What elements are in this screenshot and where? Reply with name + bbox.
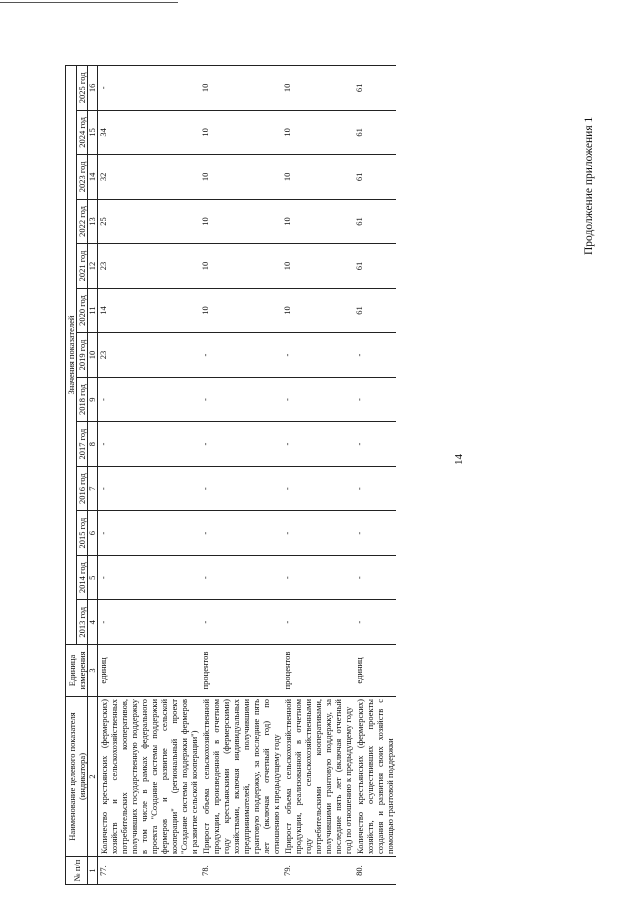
row-value: 10 bbox=[282, 288, 354, 333]
row-value: - bbox=[282, 555, 354, 600]
row-value: - bbox=[354, 333, 396, 378]
row-value: 10 bbox=[200, 199, 282, 244]
row-value: - bbox=[200, 333, 282, 378]
row-value: 10 bbox=[200, 155, 282, 200]
row-value: - bbox=[97, 422, 200, 467]
header-year: 2021 год bbox=[77, 244, 88, 289]
row-value: 34 bbox=[97, 110, 200, 155]
row-value: 14 bbox=[97, 288, 200, 333]
header-year: 2025 год bbox=[77, 66, 88, 111]
row-unit: процентов bbox=[200, 645, 282, 697]
row-value: - bbox=[200, 466, 282, 511]
row-num: 79. bbox=[282, 857, 354, 885]
header-year: 2016 год bbox=[77, 466, 88, 511]
row-unit: единиц bbox=[97, 645, 200, 697]
header-year: 2014 год bbox=[77, 555, 88, 600]
header-year: 2022 год bbox=[77, 199, 88, 244]
table-row bbox=[97, 66, 200, 885]
row-value: 10 bbox=[200, 66, 282, 111]
row-value: 61 bbox=[354, 110, 396, 155]
row-value: - bbox=[282, 600, 354, 645]
row-value: 61 bbox=[354, 199, 396, 244]
row-value: - bbox=[200, 555, 282, 600]
row-value: 10 bbox=[282, 66, 354, 111]
row-num: 77. bbox=[97, 857, 200, 885]
column-number-row bbox=[88, 66, 98, 885]
row-value: - bbox=[354, 377, 396, 422]
row-value: - bbox=[282, 511, 354, 556]
row-value: - bbox=[97, 66, 200, 111]
row-num: 80. bbox=[354, 857, 396, 885]
row-value: - bbox=[354, 555, 396, 600]
header-year: 2024 год bbox=[77, 110, 88, 155]
indicators-table bbox=[65, 65, 396, 885]
row-unit: единиц bbox=[354, 645, 396, 697]
row-value: 32 bbox=[97, 155, 200, 200]
row-value: 61 bbox=[354, 155, 396, 200]
row-value: - bbox=[354, 466, 396, 511]
page-number: 14 bbox=[453, 454, 465, 465]
row-value: 10 bbox=[200, 244, 282, 289]
row-num: 78. bbox=[200, 857, 282, 885]
row-value: - bbox=[97, 555, 200, 600]
row-value: - bbox=[200, 422, 282, 467]
row-value: - bbox=[97, 600, 200, 645]
row-value: - bbox=[200, 377, 282, 422]
row-value: 61 bbox=[354, 66, 396, 111]
row-value: 25 bbox=[97, 199, 200, 244]
header-year: 2019 год bbox=[77, 333, 88, 378]
continuation-note: Продолжение приложения 1 bbox=[583, 116, 595, 255]
row-name: Количество крестьянских (фермерских) хозяйств, осуществивших проекты создания и развития своих хозяйств с помощью грантовой поддержки bbox=[354, 697, 396, 857]
column-number: 13 bbox=[88, 199, 98, 244]
row-value: - bbox=[200, 511, 282, 556]
column-number: 2 bbox=[88, 697, 98, 857]
header-num: № п/п bbox=[66, 857, 88, 885]
row-unit: процентов bbox=[282, 645, 354, 697]
header-year: 2015 год bbox=[77, 511, 88, 556]
column-number: 12 bbox=[88, 244, 98, 289]
row-value: 10 bbox=[282, 110, 354, 155]
row-value: 10 bbox=[200, 288, 282, 333]
column-number: 3 bbox=[88, 645, 98, 697]
row-value: 10 bbox=[282, 244, 354, 289]
row-value: - bbox=[282, 422, 354, 467]
row-value: - bbox=[282, 466, 354, 511]
row-value: - bbox=[97, 466, 200, 511]
column-number: 10 bbox=[88, 333, 98, 378]
row-value: 10 bbox=[282, 199, 354, 244]
row-value: - bbox=[200, 600, 282, 645]
header-values-group: Значения показателей bbox=[66, 66, 77, 645]
header-year: 2020 год bbox=[77, 288, 88, 333]
table-row bbox=[354, 66, 396, 885]
row-value: - bbox=[97, 377, 200, 422]
header-unit: Единица измерения bbox=[66, 645, 88, 697]
row-name: Количество крестьянских (фермерских) хозяйств и сельскохозяйственных потребительских кооперативов, получивших государственную поддержку в том числе в рамках федерального проекта "Создание системы поддержки фермеров и развитие сельской кооперации" (региональный проект "Создание системы поддержки фермеров и развитие сельской кооперации") bbox=[97, 697, 200, 857]
column-number: 6 bbox=[88, 511, 98, 556]
row-value: - bbox=[282, 377, 354, 422]
column-number: 5 bbox=[88, 555, 98, 600]
row-name: Прирост объема сельскохозяйственной продукции, произведенной в отчетном году крестьянскими (фермерскими) хозяйствами, включая индивидуальных предпринимателей, получившими грантовую поддержку, за последние пять лет (включая отчетный год) по отношению к предыдущему году bbox=[200, 697, 282, 857]
row-value: 23 bbox=[97, 333, 200, 378]
header-year: 2013 год bbox=[77, 600, 88, 645]
row-value: 61 bbox=[354, 244, 396, 289]
row-value: 10 bbox=[200, 110, 282, 155]
column-number: 11 bbox=[88, 288, 98, 333]
header-year: 2023 год bbox=[77, 155, 88, 200]
column-number: 4 bbox=[88, 600, 98, 645]
column-number: 9 bbox=[88, 377, 98, 422]
column-number: 16 bbox=[88, 66, 98, 111]
row-value: - bbox=[354, 422, 396, 467]
row-value: - bbox=[97, 511, 200, 556]
row-value: - bbox=[282, 333, 354, 378]
row-value: 10 bbox=[282, 155, 354, 200]
column-number: 14 bbox=[88, 155, 98, 200]
row-name: Прирост объема сельскохозяйственной продукции, реализованной в отчетном году сельскохозяйственными потребительскими кооперативами, получившими грантовую поддержку, за последние пять лет (включая отчетный год) по отношению к предыдущему году bbox=[282, 697, 354, 857]
table-row bbox=[200, 66, 282, 885]
row-value: 23 bbox=[97, 244, 200, 289]
row-value: 61 bbox=[354, 288, 396, 333]
column-number: 1 bbox=[88, 857, 98, 885]
header-year: 2017 год bbox=[77, 422, 88, 467]
row-value: - bbox=[354, 511, 396, 556]
table-row bbox=[282, 66, 354, 885]
row-value: - bbox=[354, 600, 396, 645]
column-number: 15 bbox=[88, 110, 98, 155]
header-name: Наименование целевого показателя (индикатора) bbox=[66, 697, 88, 857]
column-number: 7 bbox=[88, 466, 98, 511]
header-year: 2018 год bbox=[77, 377, 88, 422]
column-number: 8 bbox=[88, 422, 98, 467]
